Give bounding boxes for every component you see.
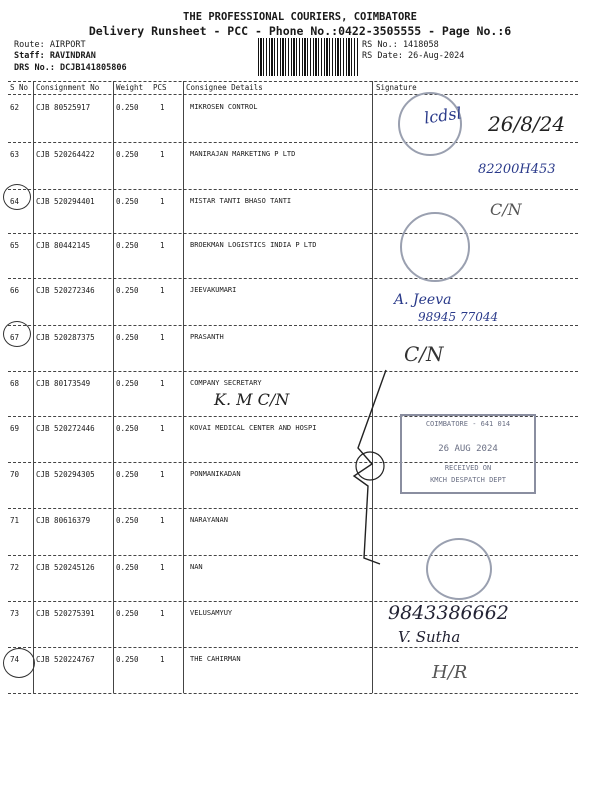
row-consignee: NAN [190, 563, 203, 571]
row-consignment: CJB 80525917 [36, 103, 91, 112]
runsheet-subtitle: Delivery Runsheet - PCC - Phone No.:0422-3505555 - Page No.:6 [88, 24, 512, 38]
handwritten-phone: 98945 77044 [418, 310, 499, 324]
row-pcs: 1 [160, 563, 165, 572]
row-pcs: 1 [160, 655, 165, 664]
table-top-border [8, 81, 578, 82]
row-weight: 0.250 [116, 609, 139, 618]
kmch-despatch-stamp [400, 414, 536, 494]
row-weight: 0.250 [116, 655, 139, 664]
row-consignment: CJB 520224767 [36, 655, 95, 664]
row-consignment: CJB 520272346 [36, 286, 95, 295]
row-pcs: 1 [160, 286, 165, 295]
row-consignment: CJB 80616379 [36, 516, 91, 525]
row-consignment: CJB 520245126 [36, 563, 95, 572]
row-weight: 0.250 [116, 286, 139, 295]
row-pcs: 1 [160, 241, 165, 250]
handwritten-phone: 9843386662 [388, 602, 509, 624]
table-row [0, 279, 600, 325]
row-consignment: CJB 520272446 [36, 424, 95, 433]
row-pcs: 1 [160, 150, 165, 159]
col-header-weight: Weight [116, 83, 144, 92]
stamp-line: KMCH DESPATCH DEPT [430, 476, 506, 484]
table-bottom-border [8, 693, 578, 694]
row-consignment: CJB 520294305 [36, 470, 95, 479]
barcode [258, 38, 358, 76]
row-consignee: THE CAHIRMAN [190, 655, 241, 663]
row-sno: 67 [10, 333, 20, 342]
pen-circle-mark [3, 184, 31, 210]
handwritten-signature: A. Jeeva [394, 292, 452, 308]
row-pcs: 1 [160, 103, 165, 112]
table-row [0, 648, 600, 694]
stamp-line: RECEIVED ON [444, 464, 492, 472]
handwritten-signature: lcdsl [422, 103, 463, 128]
row-consignee: NARAYANAN [190, 516, 228, 524]
row-sno: 66 [10, 286, 20, 295]
row-weight: 0.250 [116, 379, 139, 388]
col-header-pcs: PCS [153, 83, 167, 92]
handwritten-signature: 82200H453 [478, 162, 556, 177]
row-sno: 74 [10, 655, 20, 664]
row-sno: 72 [10, 563, 20, 572]
col-header-consignment: Consignment No [36, 83, 100, 92]
handwritten-signature: V. Sutha [398, 628, 461, 646]
row-sno: 68 [10, 379, 20, 388]
col-header-sno: S No [10, 83, 29, 92]
col-header-signature: Signature [376, 83, 417, 92]
drs-number: DRS No.: DCJB141805806 [14, 63, 127, 73]
pen-scribble-mark [336, 368, 396, 568]
handwritten-note: H/R [432, 662, 468, 683]
row-weight: 0.250 [116, 241, 139, 250]
row-weight: 0.250 [116, 150, 139, 159]
table-row [0, 372, 600, 418]
row-consignee: MISTAR TANTI BHASO TANTI [190, 197, 292, 205]
row-consignment: CJB 520264422 [36, 150, 95, 159]
col-header-consignee: Consignee Details [186, 83, 263, 92]
company-seal-stamp [426, 538, 492, 600]
row-consignee: COMPANY SECRETARY [190, 379, 262, 387]
row-consignee: VELUSAMYUY [190, 609, 233, 617]
row-pcs: 1 [160, 470, 165, 479]
rs-date: RS Date: 26-Aug-2024 [362, 51, 465, 61]
row-weight: 0.250 [116, 563, 139, 572]
row-weight: 0.250 [116, 516, 139, 525]
row-sno: 63 [10, 150, 20, 159]
table-row [0, 509, 600, 555]
stamp-date: 26 AUG 2024 [438, 444, 498, 454]
row-sno: 62 [10, 103, 20, 112]
row-pcs: 1 [160, 379, 165, 388]
pen-circle-mark [3, 648, 35, 678]
row-sno: 65 [10, 241, 20, 250]
table-row [0, 556, 600, 602]
row-consignment: CJB 520294401 [36, 197, 95, 206]
row-weight: 0.250 [116, 197, 139, 206]
staff-label: Staff: RAVINDRAN [14, 51, 96, 61]
handwritten-date: 26/8/24 [488, 112, 566, 136]
row-sno: 71 [10, 516, 20, 525]
company-name: THE PROFESSIONAL COURIERS, COIMBATORE [183, 11, 417, 23]
handwritten-note: K. M C/N [214, 390, 290, 409]
row-consignee: BROEKMAN LOGISTICS INDIA P LTD [190, 241, 317, 249]
handwritten-note: C/N [490, 200, 522, 219]
row-pcs: 1 [160, 609, 165, 618]
row-consignee: MIKROSEN CONTROL [190, 103, 258, 111]
stamp-line: COIMBATORE - 641 014 [425, 420, 511, 428]
row-weight: 0.250 [116, 333, 139, 342]
route-label: Route: AIRPORT [14, 40, 86, 50]
row-weight: 0.250 [116, 470, 139, 479]
row-consignee: MANIRAJAN MARKETING P LTD [190, 150, 296, 158]
row-sno: 69 [10, 424, 20, 433]
row-consignee: PRASANTH [190, 333, 224, 341]
row-consignment: CJB 80442145 [36, 241, 91, 250]
row-pcs: 1 [160, 424, 165, 433]
table-row [0, 234, 600, 280]
company-seal-stamp [400, 212, 470, 282]
row-consignee: KOVAI MEDICAL CENTER AND HOSPI [190, 424, 317, 432]
rs-number: RS No.: 1418058 [362, 40, 439, 50]
pen-circle-mark [3, 321, 31, 347]
row-pcs: 1 [160, 516, 165, 525]
row-sno: 73 [10, 609, 20, 618]
table-row [0, 326, 600, 372]
row-consignment: CJB 520287375 [36, 333, 95, 342]
row-consignment: CJB 520275391 [36, 609, 95, 618]
handwritten-note: C/N [404, 342, 444, 366]
row-weight: 0.250 [116, 103, 139, 112]
row-pcs: 1 [160, 333, 165, 342]
row-consignee: PONMANIKADAN [190, 470, 241, 478]
row-consignment: CJB 80173549 [36, 379, 91, 388]
row-weight: 0.250 [116, 424, 139, 433]
row-sno: 64 [10, 197, 20, 206]
table-row [0, 602, 600, 648]
row-sno: 70 [10, 470, 20, 479]
row-consignee: JEEVAKUMARI [190, 286, 237, 294]
row-pcs: 1 [160, 197, 165, 206]
header-divider [8, 94, 578, 95]
